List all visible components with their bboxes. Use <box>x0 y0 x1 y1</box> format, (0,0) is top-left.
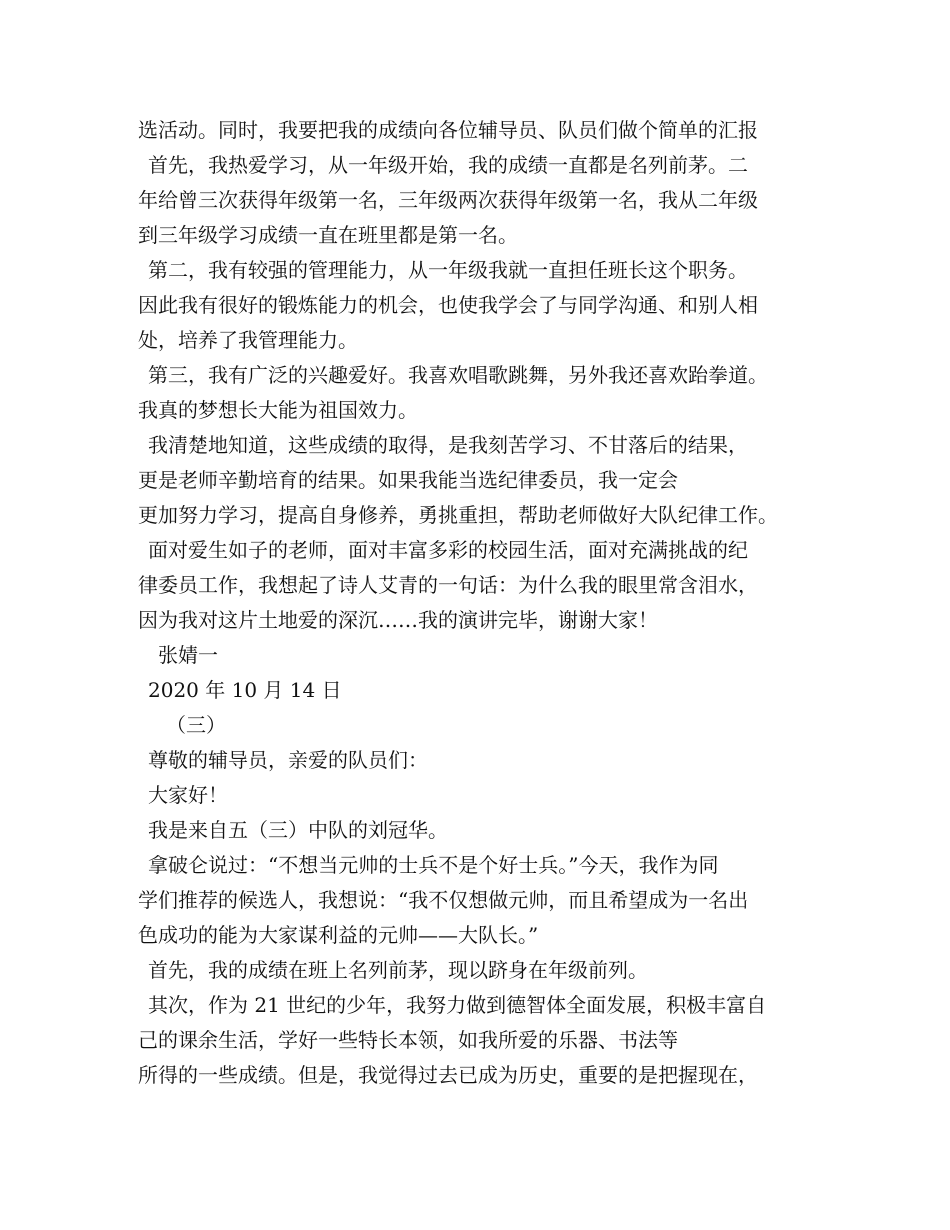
text-line: 我清楚地知道，这些成绩的取得，是我刻苦学习、不甘落后的结果， <box>148 433 748 457</box>
text-line: 更加努力学习，提高自身修养，勇挑重担，帮助老师做好大队纪律工作。 <box>138 503 778 527</box>
text-line: 选活动。同时，我要把我的成绩向各位辅导员、队员们做个简单的汇报 <box>138 118 758 142</box>
text-line: 更是老师辛勤培育的结果。如果我能当选纪律委员，我一定会 <box>138 468 678 492</box>
text-line: 第二，我有较强的管理能力，从一年级我就一直担任班长这个职务。 <box>148 258 748 282</box>
text-line: 到三年级学习成绩一直在班里都是第一名。 <box>138 223 518 247</box>
text-line: 面对爱生如子的老师，面对丰富多彩的校园生活，面对充满挑战的纪 <box>148 538 748 562</box>
text-line: 因此我有很好的锻炼能力的机会，也使我学会了与同学沟通、和别人相 <box>138 293 758 317</box>
text-line: 年给曾三次获得年级第一名，三年级两次获得年级第一名，我从二年级 <box>138 188 758 212</box>
text-line: 学们推荐的候选人，我想说：“我不仅想做元帅，而且希望成为一名出 <box>138 888 749 912</box>
text-line: 我是来自五（三）中队的刘冠华。 <box>148 818 448 842</box>
signature-date: 2020 年 10 月 14 日 <box>148 678 342 702</box>
signature-name: 张婧一 <box>158 643 218 667</box>
text-line: 律委员工作，我想起了诗人艾青的一句话：为什么我的眼里常含泪水， <box>138 573 758 597</box>
text-line: 拿破仑说过：“不想当元帅的士兵不是个好士兵。”今天，我作为同 <box>148 853 719 877</box>
text-line: 己的课余生活，学好一些特长本领，如我所爱的乐器、书法等 <box>138 1028 678 1052</box>
text-line: 处，培养了我管理能力。 <box>138 328 358 352</box>
text-line: 首先，我的成绩在班上名列前茅，现以跻身在年级前列。 <box>148 958 648 982</box>
section-heading: （三） <box>166 713 226 737</box>
text-line: 大家好！ <box>148 783 228 807</box>
text-line: 我真的梦想长大能为祖国效力。 <box>138 398 418 422</box>
text-line: 色成功的能为大家谋利益的元帅——大队长。” <box>138 923 539 947</box>
text-line: 其次，作为 21 世纪的少年，我努力做到德智体全面发展，积极丰富自 <box>148 993 767 1017</box>
document-body <box>138 113 828 1093</box>
text-line: 第三，我有广泛的兴趣爱好。我喜欢唱歌跳舞，另外我还喜欢跆拳道。 <box>148 363 768 387</box>
text-line: 因为我对这片土地爱的深沉……我的演讲完毕，谢谢大家！ <box>138 608 658 632</box>
text-line: 所得的一些成绩。但是，我觉得过去已成为历史，重要的是把握现在， <box>138 1063 758 1087</box>
text-line: 首先，我热爱学习，从一年级开始，我的成绩一直都是名列前茅。二 <box>148 153 748 177</box>
text-line: 尊敬的辅导员，亲爱的队员们： <box>148 748 428 772</box>
